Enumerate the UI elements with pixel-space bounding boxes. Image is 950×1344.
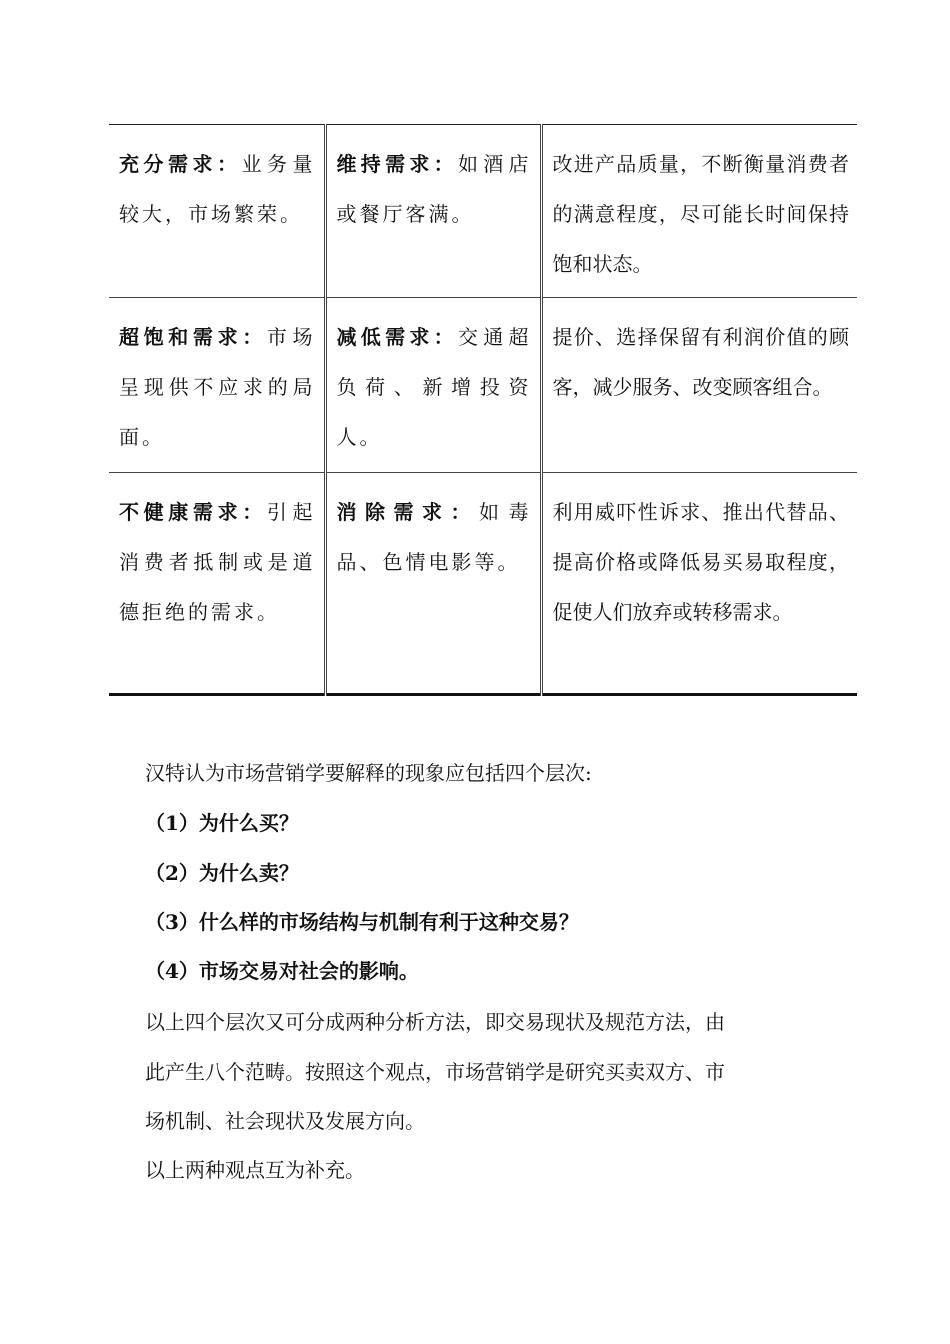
list-item: （4）市场交易对社会的影响。: [145, 959, 419, 983]
table-row: [109, 473, 857, 695]
strategy-term: 维持需求：: [336, 152, 458, 176]
demand-term: 超饱和需求：: [119, 325, 267, 349]
demand-description: 市场呈现供不应求的局面。: [119, 325, 316, 449]
paragraph-line: 场机制、社会现状及发展方向。: [145, 1109, 425, 1133]
table-cell: [109, 298, 325, 473]
strategy-description: 如毒品、色情电影等。: [336, 500, 532, 574]
list-item: （3）什么样的市场结构与机制有利于这种交易？: [145, 910, 579, 934]
table-cell: [541, 473, 857, 695]
paragraph-line: 以上四个层次又可分成两种分析方法，即交易现状及规范方法，由: [145, 1010, 725, 1034]
measure-text: 提价、选择保留有利润价值的顾客，减少服务、改变顾客组合。: [552, 325, 849, 399]
strategy-term: 消除需求：: [336, 500, 479, 524]
table-cell: [325, 125, 541, 298]
demand-term: 不健康需求：: [119, 500, 267, 524]
list-item: （2）为什么卖？: [145, 861, 299, 885]
demand-description: 业务量较大，市场繁荣。: [119, 152, 316, 226]
demand-description: 引起消费者抵制或是道德拒绝的需求。: [119, 500, 316, 624]
closing-paragraph: 以上两种观点互为补充。: [145, 1158, 365, 1182]
measure-text: 改进产品质量，不断衡量消费者的满意程度，尽可能长时间保持饱和状态。: [552, 152, 849, 276]
table-row: [109, 125, 857, 298]
demand-term: 充分需求：: [119, 152, 242, 176]
paragraph-line: 此产生八个范畴。按照这个观点，市场营销学是研究买卖双方、市: [145, 1060, 725, 1084]
intro-paragraph: 汉特认为市场营销学要解释的现象应包括四个层次:: [145, 761, 592, 785]
table-cell: [325, 298, 541, 473]
list-item: （1）为什么买？: [145, 811, 299, 835]
strategy-term: 减低需求：: [336, 325, 458, 349]
strategy-description: 交通超负荷、新增投资人。: [336, 325, 532, 449]
table-cell: [109, 125, 325, 298]
table-cell: [541, 125, 857, 298]
strategy-description: 如酒店或餐厅客满。: [336, 152, 532, 226]
table-cell: [325, 473, 541, 695]
demand-table: [109, 124, 857, 696]
table-cell: [109, 473, 325, 695]
table-cell: [541, 298, 857, 473]
table-row: [109, 298, 857, 473]
measure-text: 利用威吓性诉求、推出代替品、提高价格或降低易买易取程度，促使人们放弃或转移需求。: [552, 500, 849, 624]
